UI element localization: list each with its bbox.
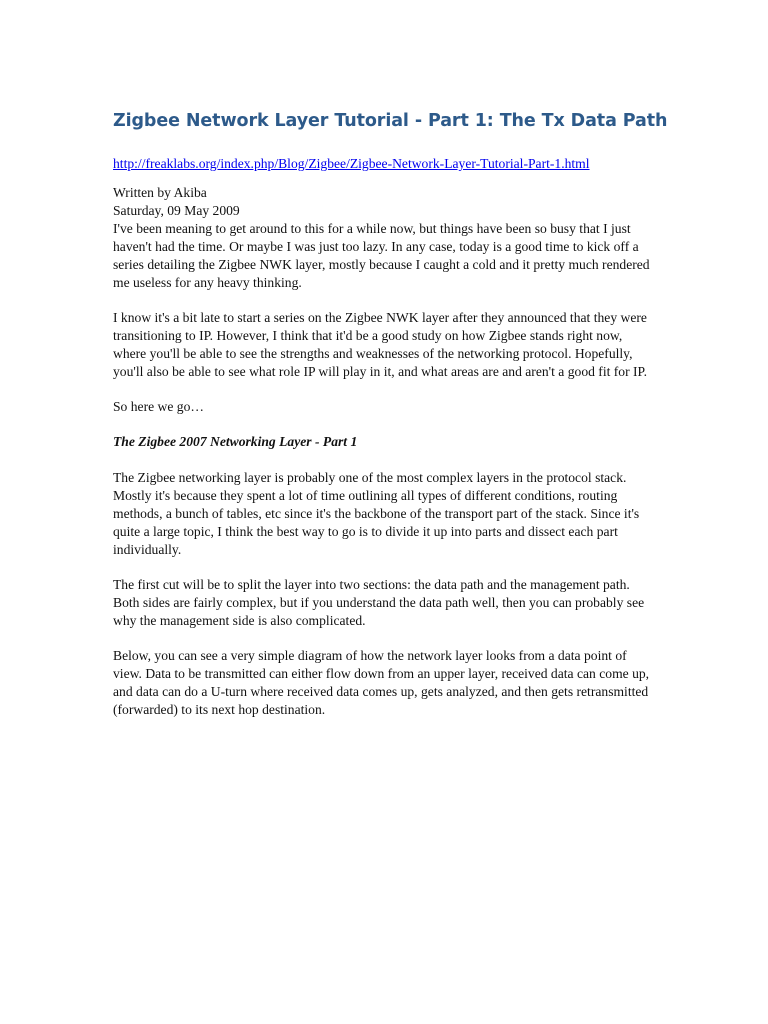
- document-title: Zigbee Network Layer Tutorial - Part 1: The Tx Data Path: [113, 111, 668, 131]
- section-heading: The Zigbee 2007 Networking Layer - Part 1: [113, 434, 358, 449]
- source-url-link[interactable]: http://freaklabs.org/index.php/Blog/Zigbee/Zigbee-Network-Layer-Tutorial-Part-1.html: [113, 156, 590, 171]
- intro-paragraph-1: I've been meaning to get around to this for a while now, but things have been so busy that I just haven't had the time. Or maybe I was just too lazy. In any case, today is a good time to kick off a series detailing the Zigbee NWK layer, mostly because I caught a cold and it pretty much rendered me useless for any heavy thinking.: [113, 221, 650, 290]
- section-paragraph-3: Below, you can see a very simple diagram of how the network layer looks from a data point of view. Data to be transmitted can either flow down from an upper layer, received data can come up, and data can do a U-turn where received data comes up, gets analyzed, and then gets retransmitted (forwarded) to its next hop destination.: [113, 648, 650, 717]
- intro-paragraph-2: I know it's a bit late to start a series on the Zigbee NWK layer after they announced that they were transitioning to IP. However, I think that it'd be a good study on how Zigbee stands right now, where you'll be able to see the strengths and weaknesses of the networking protocol. Hopefully, you'll also be able to see what role IP will play in it, and what areas are and aren't a good fit for IP.: [113, 310, 648, 379]
- intro-paragraph-3: So here we go…: [113, 399, 204, 414]
- document-content: [113, 108, 668, 736]
- date-line: Saturday, 09 May 2009: [113, 203, 240, 218]
- author-line: Written by Akiba: [113, 185, 207, 200]
- section-paragraph-2: The first cut will be to split the layer into two sections: the data path and the management path. Both sides are fairly complex, but if you understand the data path well, then you can probably see why the management side is also complicated.: [113, 577, 645, 628]
- section-paragraph-1: The Zigbee networking layer is probably one of the most complex layers in the protocol stack. Mostly it's because they spent a lot of time outlining all types of different conditions, routing methods, a bunch of tables, etc since it's the backbone of the transport part of the stack. Since it's quite a large topic, I think the best way to go is to divide it up into parts and dissect each part individually.: [113, 470, 640, 557]
